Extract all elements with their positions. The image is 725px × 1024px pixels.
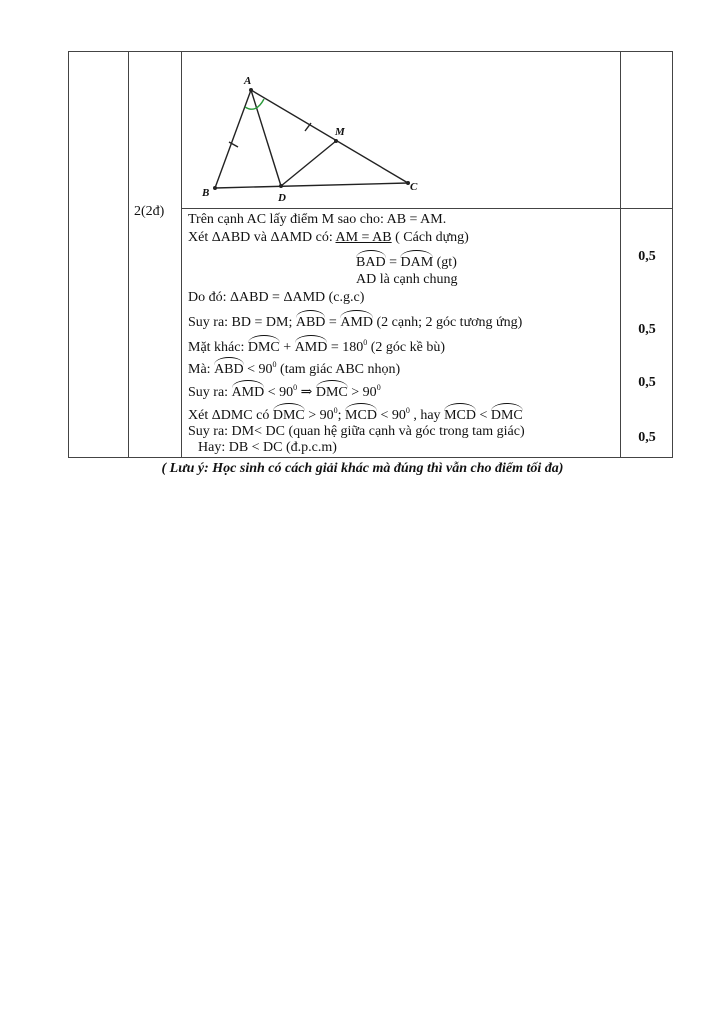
point-A (249, 88, 253, 92)
solution-line-7: Mặt khác: DMC + AMD = $180^0$ (2 góc kề bù) (188, 338, 446, 355)
table-border-bottom (68, 457, 673, 458)
table-divider-3 (620, 51, 621, 457)
solution-line-4: AD là cạnh chung (356, 272, 458, 287)
segment-AB (215, 90, 251, 188)
grading-note: ( Lưu ý: Học sinh có cách giải khác mà đúng thì vẫn cho điểm tối đa) (161, 461, 564, 476)
label-A: A (244, 75, 252, 87)
solution-line-8: Mà: ABD < $90^0$ (tam giác ABC nhọn) (188, 360, 401, 377)
solution-line-3: BAD = DAM (gt) (356, 255, 457, 270)
table-divider-1 (128, 51, 129, 457)
table-border-right (672, 51, 673, 457)
solution-line-9: Suy ra: AMD < $90^0$ ⇒ DMC > $90^0$ (188, 383, 381, 400)
solution-line-11: Suy ra: DM< DC (quan hệ giữa cạnh và góc trong tam giác) (188, 424, 525, 439)
solution-line-12: Hay: DB < DC (đ.p.c.m) (198, 440, 337, 455)
label-B: B (202, 187, 210, 199)
segment-BC (215, 183, 408, 188)
point-B (213, 186, 217, 190)
table-border-left (68, 51, 69, 457)
point-D (279, 184, 283, 188)
solution-line-1: Trên cạnh AC lấy điểm M sao cho: AB = AM. (188, 212, 447, 227)
solution-line-6: Suy ra: BD = DM; ABD = AMD (2 cạnh; 2 góc tương ứng) (188, 315, 523, 330)
score-1: 0,5 (638, 249, 656, 264)
solution-line-5: Do đó: ΔABD = ΔAMD (c.g.c) (188, 290, 365, 305)
segment-AC (251, 90, 408, 183)
table-border-top (68, 51, 673, 52)
table-divider-2 (181, 51, 182, 457)
label-M: M (335, 126, 345, 138)
figure-row-divider (181, 208, 673, 209)
score-2: 0,5 (638, 322, 656, 337)
label-D: D (278, 192, 286, 204)
solution-line-2: Xét ΔABD và ΔAMD có: AM = AB ( Cách dựng) (188, 230, 469, 245)
score-3: 0,5 (638, 375, 656, 390)
score-4: 0,5 (638, 430, 656, 445)
triangle-figure (188, 56, 438, 204)
segment-DM (281, 141, 336, 186)
point-M (334, 139, 338, 143)
question-number: 2(2đ) (134, 204, 165, 219)
solution-line-10: Xét ΔDMC có DMC > $90^0$; MCD < $90^0$ , hay MCD < DMC (188, 406, 523, 423)
label-C: C (410, 181, 418, 193)
